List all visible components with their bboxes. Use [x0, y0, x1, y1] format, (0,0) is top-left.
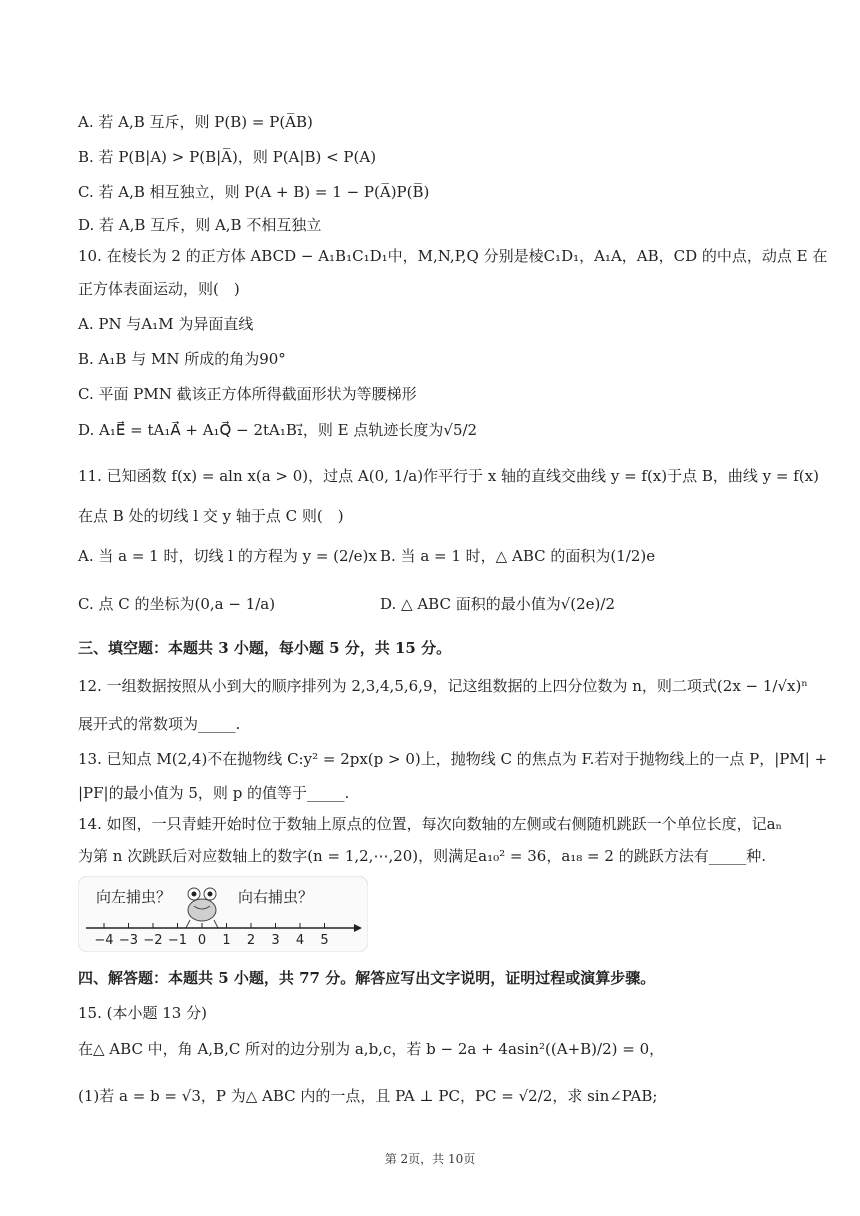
tick-label: −1: [167, 933, 188, 948]
text-line: C. 若 A,B 相互独立，则 P(A + B) = 1 − P(A̅)P(B̅): [78, 183, 430, 201]
tick-label: −2: [143, 933, 163, 948]
tick-label: 4: [295, 933, 305, 948]
text-line: 13. 已知点 M(2,4)不在抛物线 C:y² = 2px(p > 0)上，抛物线 C 的焦点为 F.若对于抛物线上的一点 P，|PM| +: [78, 750, 828, 768]
text-line: 12. 一组数据按照从小到大的顺序排列为 2,3,4,5,6,9，记这组数据的上四分位数为 n，则二项式(2x − 1/√x)ⁿ: [78, 677, 808, 695]
tick-label: 3: [271, 933, 280, 948]
text-line: (1)若 a = b = √3，P 为△ ABC 内的一点，且 PA ⊥ PC，PC = √2/2，求 sin∠PAB;: [78, 1087, 658, 1105]
text-line: D. 若 A,B 互斥，则 A,B 不相互独立: [78, 216, 322, 234]
option-item: B. 当 a = 1 时，△ ABC 的面积为(1/2)e: [380, 547, 656, 565]
text-line: B. A₁B 与 MN 所成的角为90°: [78, 350, 286, 368]
tick-label: 5: [320, 933, 329, 948]
text-line: 在点 B 处的切线 l 交 y 轴于点 C 则( ): [78, 507, 344, 525]
tick-label: −4: [94, 933, 114, 948]
option-item: C. 点 C 的坐标为(0,a − 1/a): [78, 595, 276, 613]
option-item: D. △ ABC 面积的最小值为√(2e)/2: [380, 595, 615, 613]
page-footer: 第 2页，共 10页: [384, 1152, 476, 1166]
left-question-text: 向左捕虫？: [96, 888, 172, 906]
tick-label: −3: [118, 933, 139, 948]
text-line: |PF|的最小值为 5，则 p 的值等于_____.: [78, 784, 350, 802]
section-heading: 三、填空题：本题共 3 小题，每小题 5 分，共 15 分。: [78, 639, 452, 657]
text-line: A. 若 A,B 互斥，则 P(B) = P(A̅B): [78, 113, 313, 131]
text-line: A. PN 与A₁M 为异面直线: [78, 315, 254, 333]
right-question-text: 向右捕虫？: [238, 888, 314, 906]
tick-label: 0: [197, 933, 207, 948]
text-line: B. 若 P(B|A) > P(B|A̅)，则 P(A|B) < P(A): [78, 148, 377, 166]
text-line: 11. 已知函数 f(x) = aln x(a > 0)，过点 A(0, 1/a)作平行于 x 轴的直线交曲线 y = f(x)于点 B，曲线 y = f(x): [78, 467, 819, 485]
text-line: 15. (本小题 13 分): [78, 1004, 207, 1022]
text-line: 在△ ABC 中，角 A,B,C 所对的边分别为 a,b,c，若 b − 2a + 4asin²((A+B)/2) = 0，: [78, 1040, 665, 1058]
tick-label: 1: [222, 933, 231, 948]
number-line-figure: [78, 876, 368, 952]
text-line: 为第 n 次跳跃后对应数轴上的数字(n = 1,2,⋯,20)，则满足a₁₀² = 36，a₁₈ = 2 的跳跃方法有_____种.: [78, 847, 766, 865]
text-line: 展开式的常数项为_____.: [78, 715, 241, 733]
option-item: A. 当 a = 1 时，切线 l 的方程为 y = (2/e)x: [78, 547, 377, 565]
text-line: D. A₁E⃗ = tA₁A⃗ + A₁Q⃗ − 2tA₁B₁⃗，则 E 点轨迹长度为√5/2: [78, 421, 478, 439]
tick-label: 2: [246, 933, 256, 948]
text-line: 正方体表面运动，则( ): [78, 280, 240, 298]
text-line: 10. 在棱长为 2 的正方体 ABCD − A₁B₁C₁D₁中，M,N,P,Q 分别是棱C₁D₁，A₁A，AB，CD 的中点，动点 E 在: [78, 247, 828, 265]
text-line: C. 平面 PMN 截该正方体所得截面形状为等腰梯形: [78, 385, 417, 403]
text-line: 14. 如图，一只青蛙开始时位于数轴上原点的位置，每次向数轴的左侧或右侧随机跳跃一个单位长度，记aₙ: [78, 815, 783, 833]
section-heading: 四、解答题：本题共 5 小题，共 77 分。解答应写出文字说明，证明过程或演算步骤。: [78, 969, 656, 987]
